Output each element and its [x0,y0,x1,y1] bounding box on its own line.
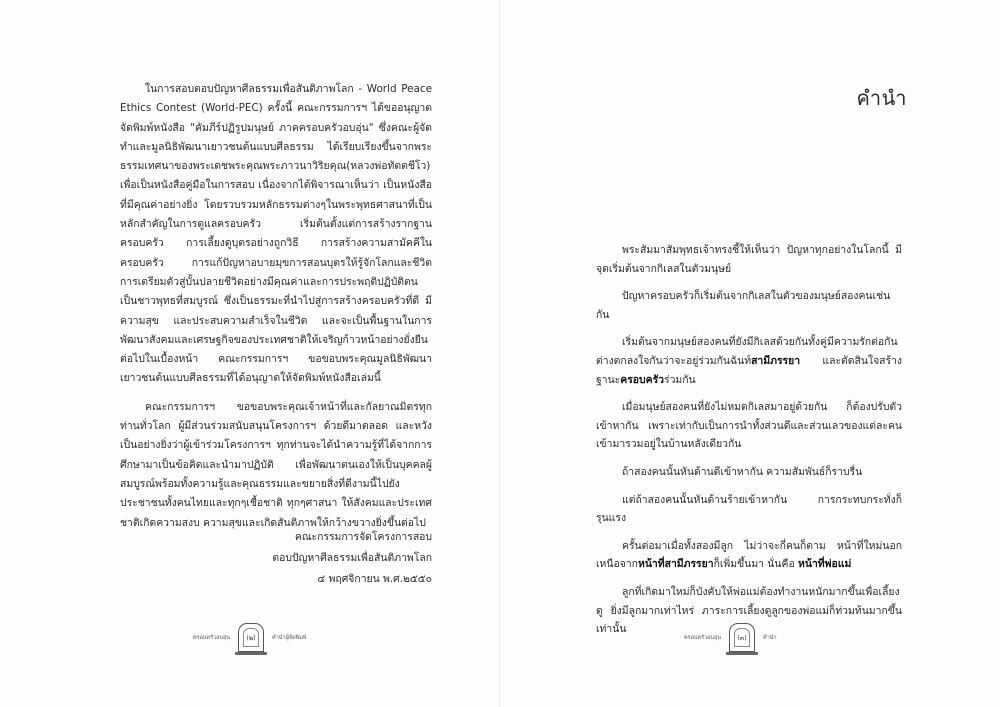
right-paragraph-6: แต่ถ้าสองคนนั้นหันด้านร้ายเข้าหากัน การกระทบกระทั่งก็รุนแรง [596,493,902,525]
p7-text-a: ครั้นต่อมาเมื่อทั้งสองมีลูก ไม่ว่าจะกี่คนก็ตาม หน้าที่ใหม่นอกเหนือจาก [596,539,902,571]
p3-text-c: และตัดสินใจสร้างฐานะ [596,354,902,386]
right-page-number: (๓) [737,633,747,642]
left-page-number: (๒) [246,633,256,642]
right-paragraph-1: พระสัมมาสัมพุทธเจ้าทรงชี้ให้เห็นว่า ปัญหาทุกอย่างในโลกนี้ มีจุดเริ่มต้นจากกิเลสในตัวมนุษย์ [596,244,902,275]
p7-bold-spouse-duty: หน้าที่สามีภรรยา [637,558,714,571]
p3-text-a: เริ่มต้นจากมนุษย์สองคนที่ยังมีกิเลสด้วยกันทั้งคู่มีความรักต่อกันต่างตกลงใจกันว่าจะอยู่ร่วมกันฉันท์ [596,336,898,367]
left-paragraph-1: ในการสอบตอบปัญหาศีลธรรมเพื่อสันติภาพโลก - World Peace Ethics Contest (World-PEC) ครั้งนี้ คณะกรรมการฯ ได้ขออนุญาตจัดพิมพ์หนังสือ "คัมภีร์ปฏิรูปมนุษย์ ภาคครอบครัวอบอุ่น" ซึ่งคณะผู้จัดทำและมูลนิธิพัฒนาเยาวชนต้นแบบศีลธรรม ได้เรียบเรียงขึ้นจากพระธรรมเทศนาของพระเดชพระคุณพระภาวนาวิริยคุณ(หลวงพ่อทัตตชีโว) เพื่อเป็นหนังสือคู่มือในการสอบ เนื่องจากได้พิจารณาเห็นว่า เป็นหนังสือที่มีคุณค่าอย่างยิ่ง โดยรวบรวมหลักธรรมต่างๆในพระพุทธศาสนาที่เป็นหลักสำคัญในการดูแลครอบครัว เริ่มต้นตั้งแต่การสร้างรากฐานครอบครัว การเลี้ยงดูบุตรอย่างถูกวิธี การสร้างความสามัคคีในครอบครัว การแก้ปัญหาอบายมุขการสอนบุตรให้รู้จักโลกและชีวิต การเตรียมตัวสู่บั้นปลายชีวิตอย่างมีคุณค่าและการประพฤติปฏิบัติตนเป็นชาวพุทธที่สมบูรณ์ ซึ่งเป็นธรรมะที่นำไปสู่การสร้างครอบครัวที่ดี มีความสุข และประสบความสำเร็จในชีวิต และจะเป็นพื้นฐานในการพัฒนาสังคมและเศรษฐกิจของประเทศชาติให้เจริญก้าวหน้าอย่างยั่งยืนต่อไปในเบื้องหน้า คณะกรรมการฯ ขอขอบพระคุณมูลนิธิพัฒนาเยาวชนต้นแบบศีลธรรมที่ได้อนุญาตให้จัดพิมพ์หนังสือเล่มนี้ [120,83,432,385]
right-paragraph-3 [596,333,902,389]
right-footer [684,620,777,656]
right-page-body [596,241,902,648]
page-number-emblem-icon [238,623,264,653]
right-paragraph-5: ถ้าสองคนนั้นหันด้านดีเข้าหากัน ความสัมพันธ์ก็ราบรื่น [622,465,863,478]
footer-book-title: ครอบครัวอบอุ่น [684,635,722,641]
right-paragraph-7 [596,537,902,574]
footer-section: คำนำ [763,635,777,641]
p3-text-e: ร่วมกัน [664,373,696,386]
right-paragraph-8: ลูกที่เกิดมาใหม่ก็บังคับให้พ่อแม่ต้องทำงานหนักมากขึ้นเพื่อเลี้ยงดู ยิ่งมีลูกมากเท่าไหร่ ภาระการเลี้ยงดูลูกของพ่อแม่ก็ท่วมท้นมากขึ้นเท่านั้น [596,585,902,636]
footer-section: คำนำผู้จัดพิมพ์ [272,635,307,641]
p7-bold-parent-duty: หน้าที่พ่อแม่ [798,558,852,571]
p3-bold-spouse: สามีภรรยา [751,354,801,367]
page-title: คำนำ [856,86,907,110]
right-paragraph-4: เมื่อมนุษย์สองคนที่ยังไม่หมดกิเลสมาอยู่ด้วยกัน ก็ต้องปรับตัวเข้าหากัน เพราะเท่ากับเป็นการนำทั้งส่วนดีและส่วนเลวของแต่ละคนเข้ามารวมอยู่ในบ้านหลังเดียวกัน [596,401,902,451]
right-paragraph-2: ปัญหาครอบครัวก็เริ่มต้นจากกิเลสในตัวของมนุษย์สองคนเช่นกัน [596,290,891,321]
signature-block [200,527,432,590]
left-paragraph-2: คณะกรรมการฯ ขอขอบพระคุณเจ้าหน้าที่และกัลยาณมิตรทุกท่านทั่วโลก ผู้มีส่วนร่วมสนับสนุนโครงการฯ ด้วยดีมาตลอด และหวังเป็นอย่างยิ่งว่าผู้เข้าร่วมโครงการฯ ทุกท่านจะได้นำความรู้ที่ได้จากการศึกษามาเป็นข้อคิดและนำมาปฏิบัติ เพื่อพัฒนาตนเองให้เป็นบุคคลผู้สมบูรณ์พร้อมทั้งความรู้และคุณธรรมและขยายสิ่งที่ดีงามนี้ไปยังประชาชนทั้งคนไทยและทุกๆเชื้อชาติ ทุกๆศาสนา ให้สังคมและประเทศชาติเกิดความสงบ ความสุขและเกิดสันติภาพให้กว้างขวางยิ่งขึ้นต่อไป [120,400,432,529]
left-footer [193,620,307,656]
signature-line-1: คณะกรรมการจัดโครงการสอบ [294,531,432,543]
p7-text-c: ก็เพิ่มขึ้นมา นั่นคือ [713,558,799,571]
left-page-body [120,80,432,542]
signature-date: ๔ พฤศจิกายน พ.ศ.๒๕๕๐ [317,573,432,585]
footer-book-title: ครอบครัวอบอุ่น [193,635,231,641]
signature-line-2: ตอบปัญหาศีลธรรมเพื่อสันติภาพโลก [272,552,432,564]
page-number-emblem-icon [729,623,755,653]
p3-bold-family: ครอบครัว [620,373,664,386]
